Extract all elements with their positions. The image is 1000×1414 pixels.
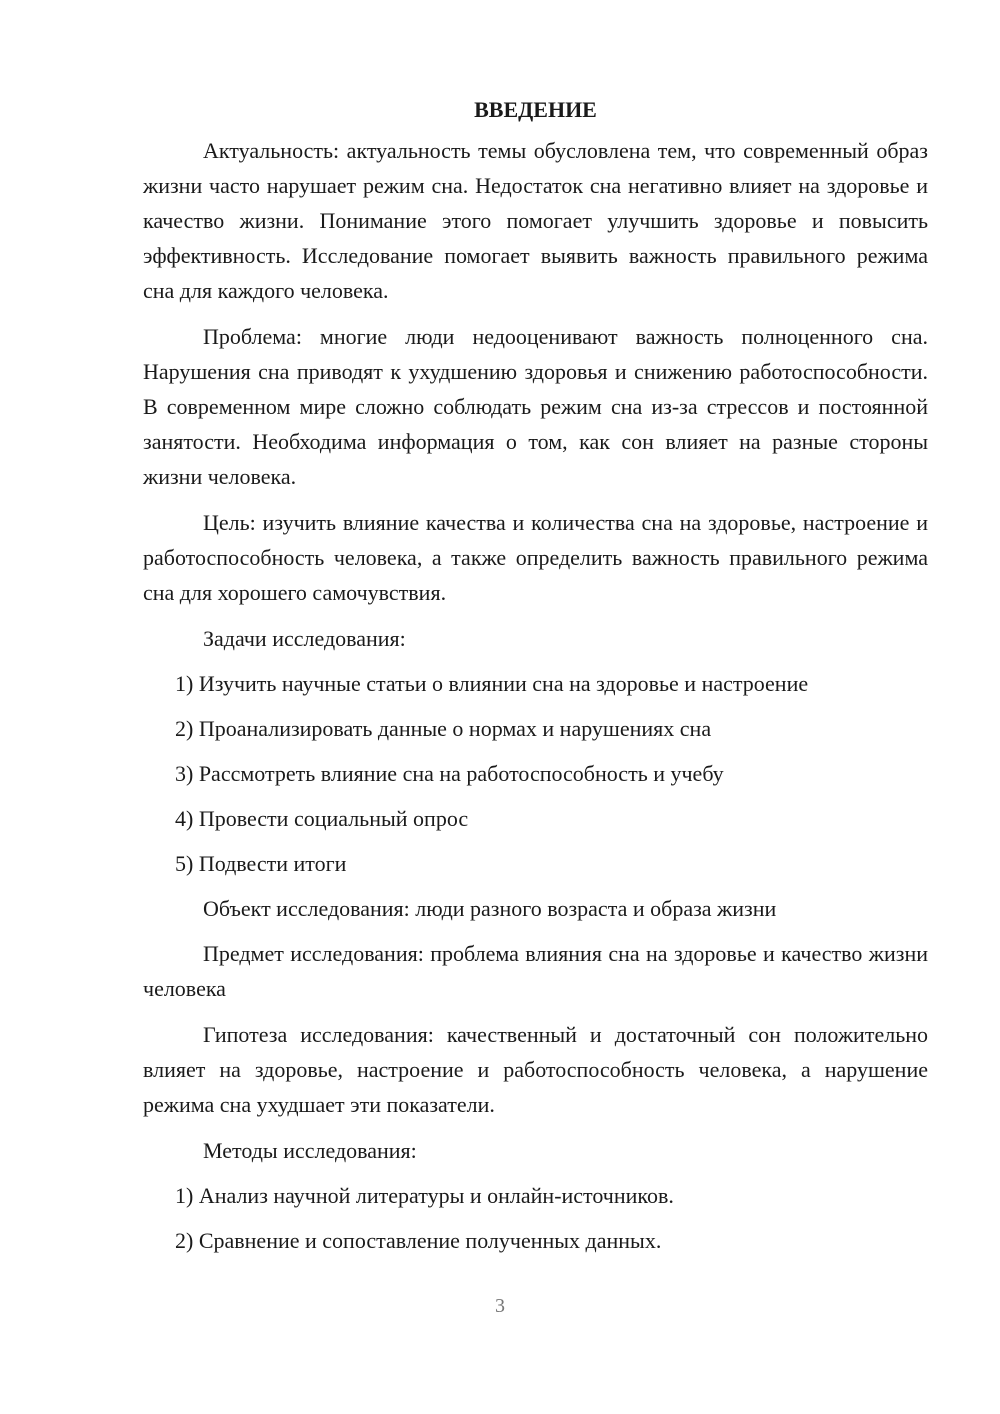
research-object: Объект исследования: люди разного возраста и образа жизни [203,896,777,921]
tasks-heading: Задачи исследования: [203,626,406,651]
page-title: ВВЕДЕНИЕ [474,97,597,122]
task-item-3: 3) Рассмотреть влияние сна на работоспособность и учебу [175,761,724,786]
goal-paragraph: Цель: изучить влияние качества и количества сна на здоровье, настроение и работоспособность человека, а также определить важность правильного режима сна для хорошего самочувствия. [143,510,928,605]
research-subject: Предмет исследования: проблема влияния сна на здоровье и качество жизни человека [143,941,928,1001]
relevance-paragraph: Актуальность: актуальность темы обусловлена тем, что современный образ жизни часто нарушает режим сна. Недостаток сна негативно влияет на здоровье и качество жизни. Понимание этого помогает улучшить здоровье и повысить эффективность. Исследование помогает выявить важность правильного режима сна для каждого человека. [143,138,928,303]
method-item-2: 2) Сравнение и сопоставление полученных данных. [175,1228,662,1253]
task-item-2: 2) Проанализировать данные о нормах и нарушениях сна [175,716,712,741]
methods-heading: Методы исследования: [203,1138,417,1163]
page-number: 3 [495,1295,505,1317]
method-item-1: 1) Анализ научной литературы и онлайн-источников. [175,1183,674,1208]
task-item-1: 1) Изучить научные статьи о влиянии сна на здоровье и настроение [175,671,809,696]
document-page [143,92,928,1268]
problem-paragraph: Проблема: многие люди недооценивают важность полноценного сна. Нарушения сна приводят к ухудшению здоровья и снижению работоспособности. В современном мире сложно соблюдать режим сна из-за стрессов и постоянной занятости. Необходима информация о том, как сон влияет на разные стороны жизни человека. [143,324,928,489]
task-item-4: 4) Провести социальный опрос [175,806,469,831]
research-hypothesis: Гипотеза исследования: качественный и достаточный сон положительно влияет на здоровье, настроение и работоспособность человека, а нарушение режима сна ухудшает эти показатели. [143,1022,928,1117]
task-item-5: 5) Подвести итоги [175,851,347,876]
